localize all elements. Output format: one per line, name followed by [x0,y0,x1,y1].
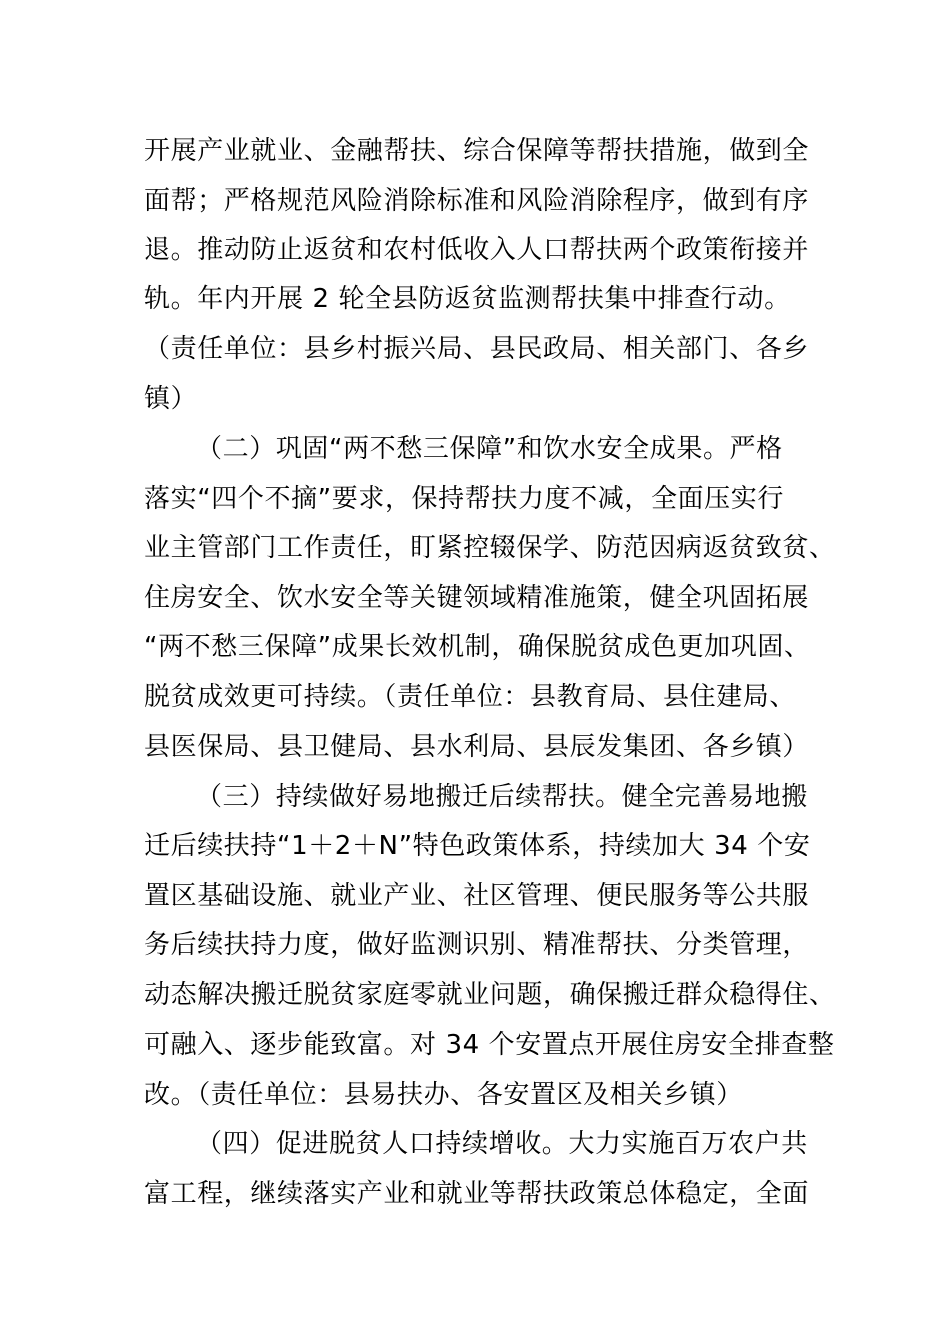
text-line: 落实“四个不摘”要求，保持帮扶力度不减，全面压实行 [144,484,784,514]
text-line: （责任单位：县乡村振兴局、县民政局、相关部门、各乡 [144,334,810,364]
text-line: 轨。年内开展 2 轮全县防返贫监测帮扶集中排查行动。 [144,284,791,314]
text-line: 退。推动防止返贫和农村低收入人口帮扶两个政策衔接并 [144,235,810,265]
text-line: “两不愁三保障”成果长效机制，确保脱贫成色更加巩固、 [144,632,811,662]
text-line: 可融入、逐步能致富。对 34 个安置点开展住房安全排查整 [144,1030,835,1060]
text-line: 富工程，继续落实产业和就业等帮扶政策总体稳定，全面 [144,1179,810,1209]
text-line: 业主管部门工作责任，盯紧控辍保学、防范因病返贫致贫、 [144,533,836,563]
text-line: 置区基础设施、就业产业、社区管理、便民服务等公共服 [144,881,810,911]
text-line: 务后续扶持力度，做好监测识别、精准帮扶、分类管理， [144,930,810,960]
text-line: 改。（责任单位：县易扶办、各安置区及相关乡镇） [144,1080,743,1110]
text-line: 动态解决搬迁脱贫家庭零就业问题，确保搬迁群众稳得住、 [144,980,836,1010]
paragraph-heading-line: （四）促进脱贫人口持续增收。大力实施百万农户共 [196,1129,808,1159]
text-line: 迁后续扶持“1＋2＋N”特色政策体系，持续加大 34 个安 [144,831,811,861]
text-line: 开展产业就业、金融帮扶、综合保障等帮扶措施，做到全 [144,136,810,166]
text-line: 面帮；严格规范风险消除标准和风险消除程序，做到有序 [144,186,810,216]
text-line: 脱贫成效更可持续。（责任单位：县教育局、县住建局、 [144,682,797,712]
text-line: 镇） [144,384,198,414]
text-line: 县医保局、县卫健局、县水利局、县辰发集团、各乡镇） [144,732,810,762]
paragraph-heading-line: （三）持续做好易地搬迁后续帮扶。健全完善易地搬 [196,782,808,812]
text-line: 住房安全、饮水安全等关键领域精准施策，健全巩固拓展 [144,583,810,613]
paragraph-heading-line: （二）巩固“两不愁三保障”和饮水安全成果。严格 [196,434,783,464]
